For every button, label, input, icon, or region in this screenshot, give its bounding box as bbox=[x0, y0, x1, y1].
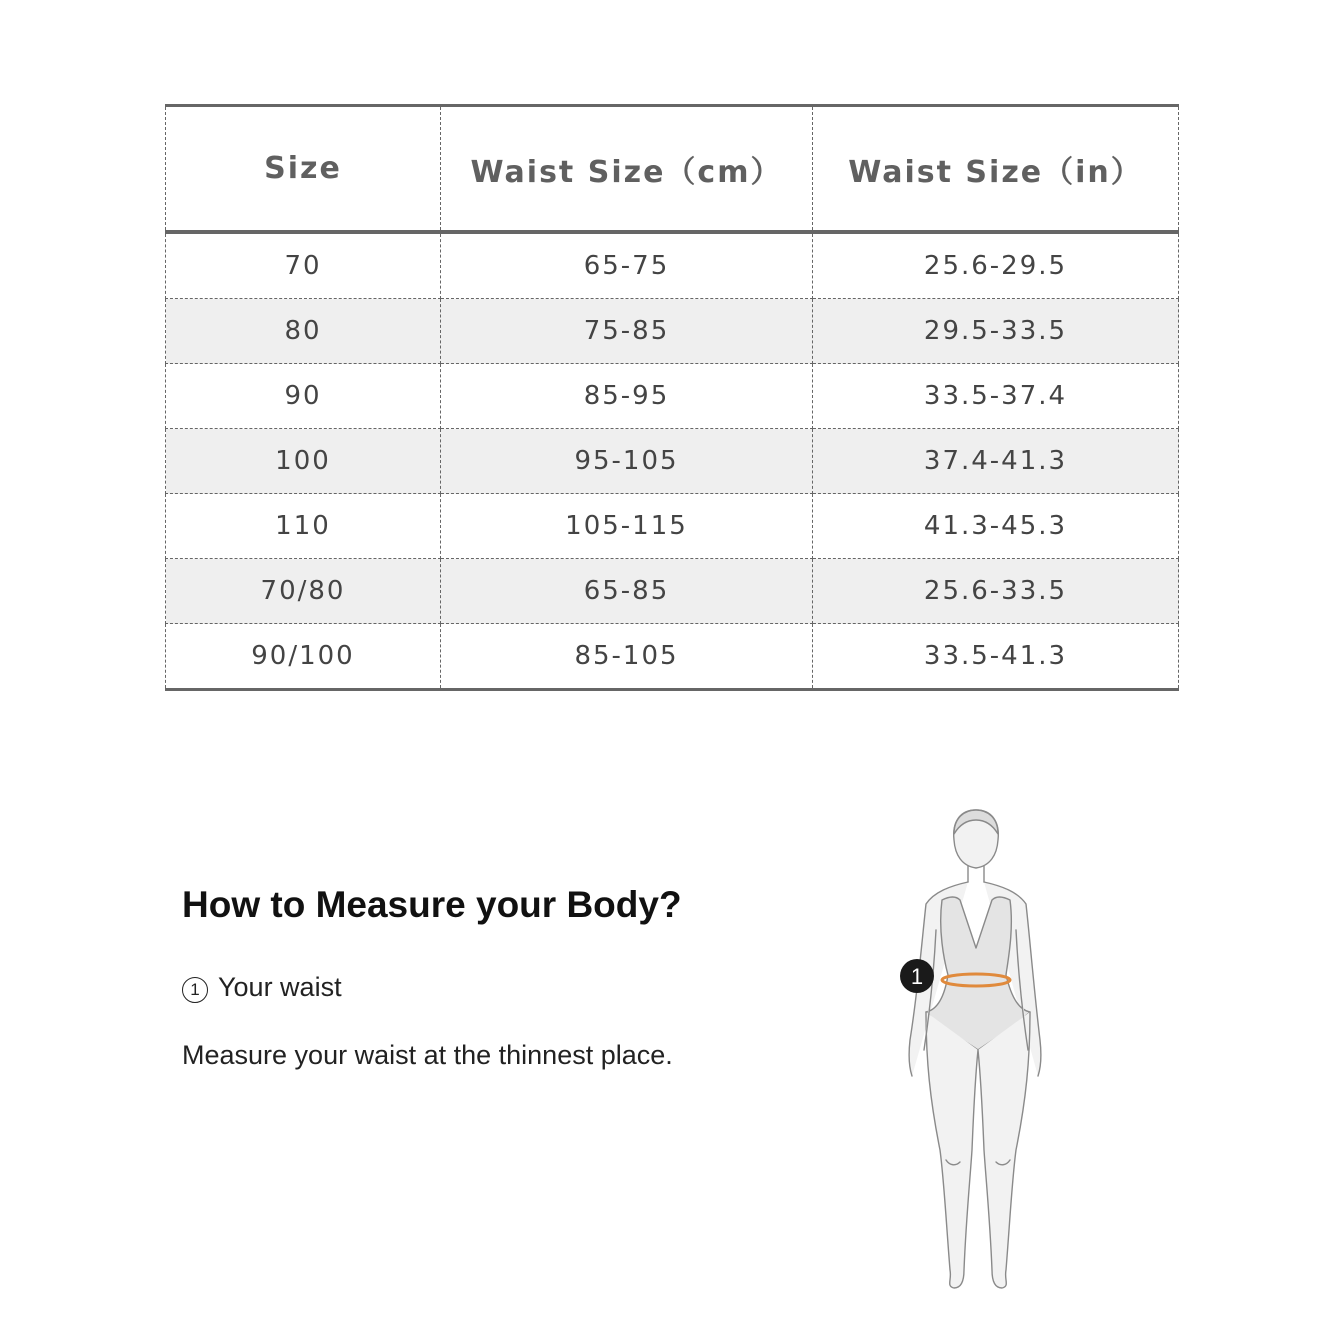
step-number: 1 bbox=[182, 977, 208, 1003]
header-size: Size bbox=[166, 106, 441, 233]
waist-cm-cell: 85-105 bbox=[441, 624, 813, 690]
size-cell: 80 bbox=[166, 299, 441, 364]
measure-step-waist bbox=[182, 972, 342, 1003]
size-cell: 90 bbox=[166, 364, 441, 429]
table-header-row bbox=[166, 106, 1179, 233]
measure-title: How to Measure your Body? bbox=[182, 884, 682, 925]
waist-cm-cell: 95-105 bbox=[441, 429, 813, 494]
size-cell: 70 bbox=[166, 232, 441, 299]
waist-cm-cell: 65-85 bbox=[441, 559, 813, 624]
header-waist-cm: Waist Size（cm） bbox=[441, 106, 813, 233]
waist-cm-cell: 75-85 bbox=[441, 299, 813, 364]
table-row bbox=[166, 494, 1179, 559]
waist-in-cell: 33.5-41.3 bbox=[813, 624, 1179, 690]
waist-in-cell: 41.3-45.3 bbox=[813, 494, 1179, 559]
waist-in-cell: 29.5-33.5 bbox=[813, 299, 1179, 364]
step-label: Your waist bbox=[218, 972, 342, 1002]
table-row bbox=[166, 624, 1179, 690]
header-waist-in: Waist Size（in） bbox=[813, 106, 1179, 233]
waist-in-cell: 37.4-41.3 bbox=[813, 429, 1179, 494]
measure-description: Measure your waist at the thinnest place. bbox=[182, 1040, 673, 1070]
table-row bbox=[166, 232, 1179, 299]
body-figure-illustration bbox=[880, 800, 1080, 1300]
figure-legs bbox=[926, 1012, 1030, 1288]
table-row bbox=[166, 429, 1179, 494]
waist-cm-cell: 85-95 bbox=[441, 364, 813, 429]
waist-cm-cell: 105-115 bbox=[441, 494, 813, 559]
size-cell: 90/100 bbox=[166, 624, 441, 690]
size-chart-table bbox=[165, 104, 1179, 691]
waist-in-cell: 33.5-37.4 bbox=[813, 364, 1179, 429]
waist-in-cell: 25.6-33.5 bbox=[813, 559, 1179, 624]
table-row bbox=[166, 559, 1179, 624]
size-cell: 110 bbox=[166, 494, 441, 559]
table-row bbox=[166, 364, 1179, 429]
table-row bbox=[166, 299, 1179, 364]
waist-in-cell: 25.6-29.5 bbox=[813, 232, 1179, 299]
waist-marker-label: 1 bbox=[910, 964, 924, 989]
size-cell: 100 bbox=[166, 429, 441, 494]
size-cell: 70/80 bbox=[166, 559, 441, 624]
waist-cm-cell: 65-75 bbox=[441, 232, 813, 299]
